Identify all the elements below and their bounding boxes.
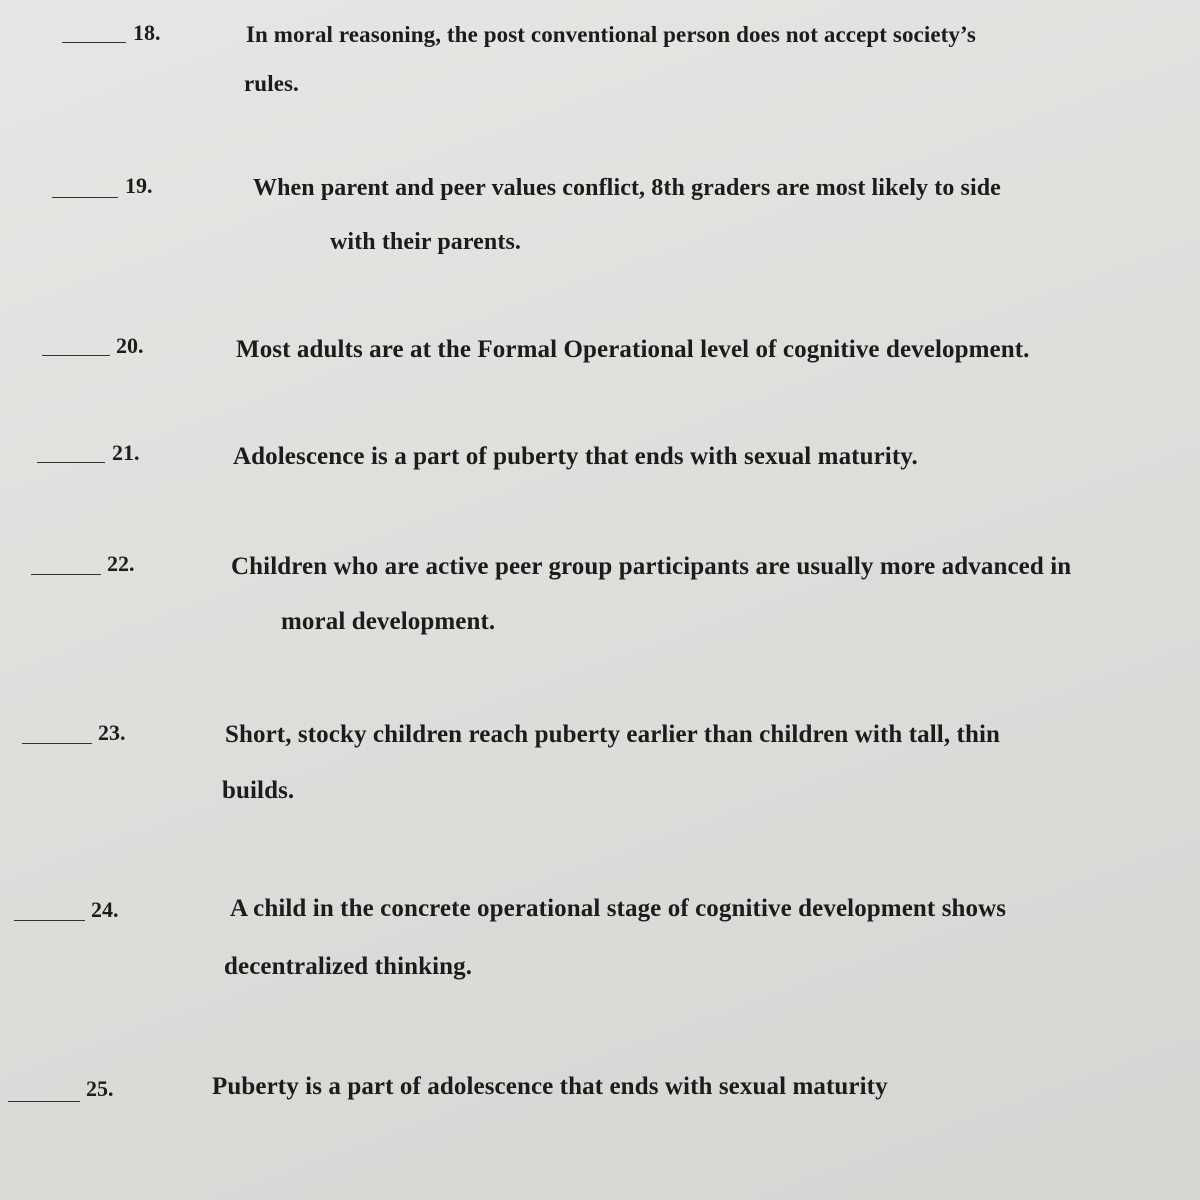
answer-blank[interactable] xyxy=(31,574,101,575)
question-number: 19. xyxy=(125,173,153,198)
question-text: In moral reasoning, the post conventional person does not accept society’s xyxy=(246,22,976,47)
answer-blank[interactable] xyxy=(8,1101,80,1102)
answer-blank[interactable] xyxy=(22,743,92,744)
question-number: 18. xyxy=(133,20,161,45)
question-text: Children who are active peer group participants are usually more advanced in xyxy=(231,553,1072,580)
question-number: 20. xyxy=(116,333,144,358)
question-text: Adolescence is a part of puberty that ends with sexual maturity. xyxy=(233,443,918,470)
question-text: Most adults are at the Formal Operational level of cognitive development. xyxy=(236,336,1030,363)
question-text-continued: with their parents. xyxy=(330,229,522,255)
answer-blank[interactable] xyxy=(52,197,118,198)
question-text: When parent and peer values conflict, 8th graders are most likely to side xyxy=(253,175,1001,201)
question-text-continued: builds. xyxy=(222,777,295,804)
question-text: A child in the concrete operational stage of cognitive development shows xyxy=(230,895,1007,922)
question-number: 24. xyxy=(91,897,119,922)
question-text: Short, stocky children reach puberty earlier than children with tall, thin xyxy=(225,721,1001,748)
answer-blank[interactable] xyxy=(37,462,105,463)
answer-blank[interactable] xyxy=(14,920,85,921)
question-text-continued: decentralized thinking. xyxy=(224,953,473,980)
question-text-continued: rules. xyxy=(244,71,299,96)
question-text: Puberty is a part of adolescence that ends with sexual maturity xyxy=(212,1073,888,1100)
question-number: 22. xyxy=(107,551,135,576)
answer-blank[interactable] xyxy=(62,42,126,43)
question-number: 25. xyxy=(86,1076,114,1101)
question-text-continued: moral development. xyxy=(281,608,496,635)
question-number: 23. xyxy=(98,720,126,745)
answer-blank[interactable] xyxy=(42,355,110,356)
question-number: 21. xyxy=(112,440,140,465)
